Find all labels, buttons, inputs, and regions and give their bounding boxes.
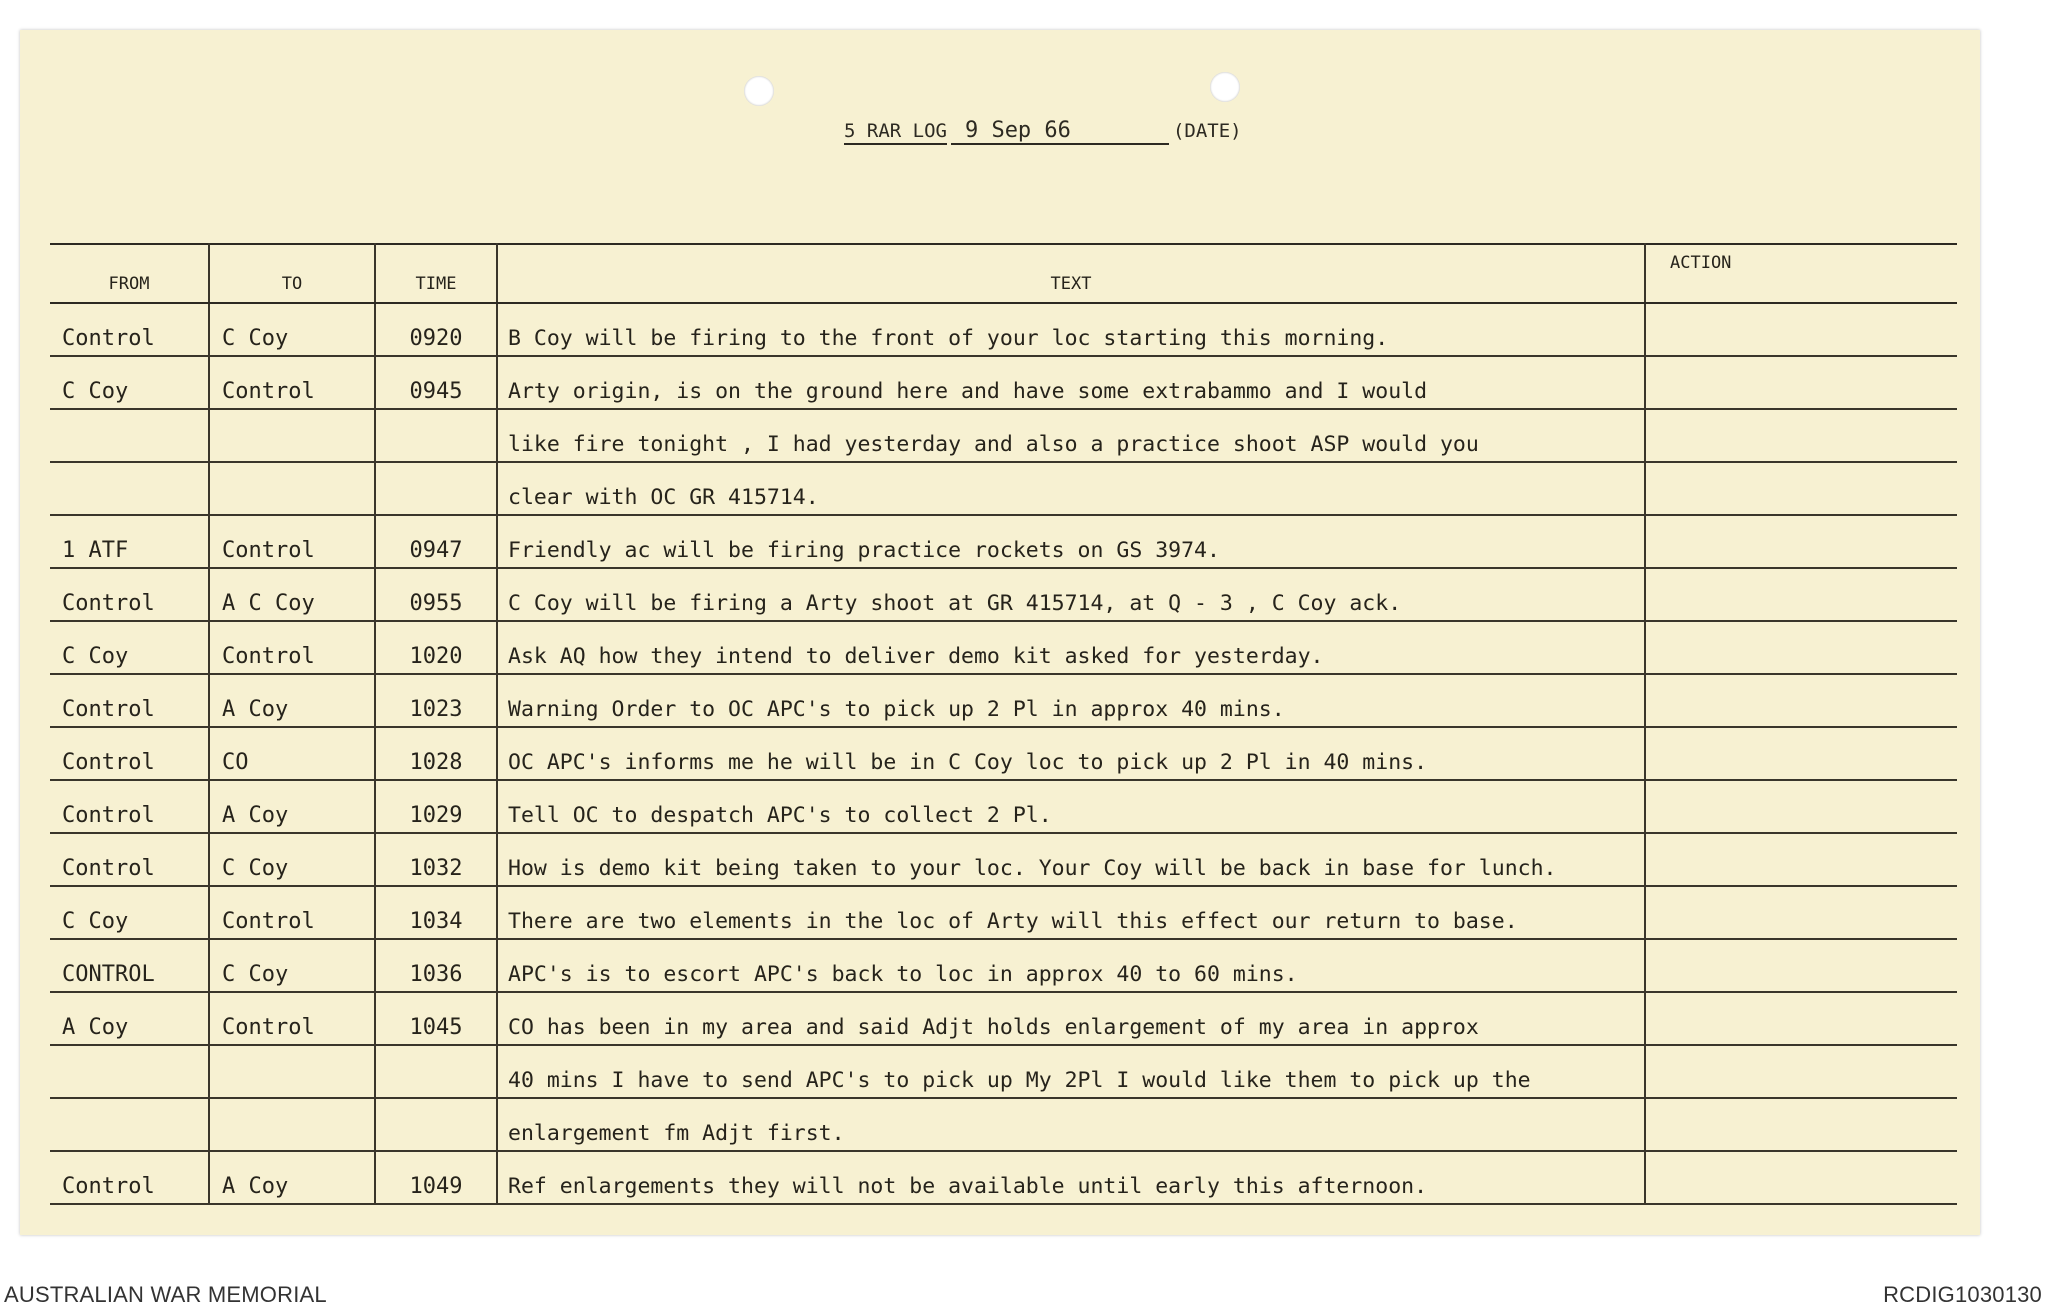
header-row <box>50 244 1957 303</box>
cell-to: Control <box>209 621 375 674</box>
table-row <box>50 621 1957 674</box>
cell-time: 1045 <box>375 992 497 1045</box>
cell-to: C Coy <box>209 303 375 356</box>
table-row <box>50 409 1957 462</box>
cell-time: 1023 <box>375 674 497 727</box>
cell-from: Control <box>50 727 209 780</box>
cell-text: clear with OC GR 415714. <box>497 462 1645 515</box>
cell-text: CO has been in my area and said Adjt holds enlargement of my area in approx <box>497 992 1645 1045</box>
cell-action <box>1645 780 1957 833</box>
cell-time <box>375 462 497 515</box>
cell-time: 0920 <box>375 303 497 356</box>
cell-action <box>1645 462 1957 515</box>
cell-from: C Coy <box>50 356 209 409</box>
log-table <box>50 243 1957 1205</box>
cell-to: A C Coy <box>209 568 375 621</box>
cell-to <box>209 1045 375 1098</box>
cell-to: Control <box>209 992 375 1045</box>
table-row <box>50 992 1957 1045</box>
cell-text: Arty origin, is on the ground here and have some extrabammo and I would <box>497 356 1645 409</box>
cell-time: 1032 <box>375 833 497 886</box>
cell-action <box>1645 568 1957 621</box>
cell-from: C Coy <box>50 621 209 674</box>
cell-text: APC's is to escort APC's back to loc in approx 40 to 60 mins. <box>497 939 1645 992</box>
cell-to <box>209 462 375 515</box>
log-title: 5 RAR LOG <box>844 120 947 145</box>
log-table-header <box>50 244 1957 303</box>
table-row <box>50 833 1957 886</box>
table-row <box>50 515 1957 568</box>
cell-from: CONTROL <box>50 939 209 992</box>
cell-time: 1034 <box>375 886 497 939</box>
cell-from: Control <box>50 303 209 356</box>
table-row <box>50 303 1957 356</box>
cell-from: Control <box>50 833 209 886</box>
table-row <box>50 356 1957 409</box>
cell-action <box>1645 992 1957 1045</box>
log-header <box>844 118 1242 145</box>
cell-action <box>1645 1098 1957 1151</box>
cell-action <box>1645 833 1957 886</box>
cell-from: Control <box>50 1151 209 1204</box>
cell-from: C Coy <box>50 886 209 939</box>
cell-from: Control <box>50 568 209 621</box>
column-header-action: ACTION <box>1645 244 1957 303</box>
cell-from: A Coy <box>50 992 209 1045</box>
cell-text: How is demo kit being taken to your loc. Your Coy will be back in base for lunch. <box>497 833 1645 886</box>
cell-time: 1020 <box>375 621 497 674</box>
cell-action <box>1645 886 1957 939</box>
footer-credit: AUSTRALIAN WAR MEMORIAL <box>4 1282 327 1307</box>
table-row <box>50 780 1957 833</box>
cell-time <box>375 1045 497 1098</box>
cell-text: C Coy will be firing a Arty shoot at GR 415714, at Q - 3 , C Coy ack. <box>497 568 1645 621</box>
cell-from <box>50 1098 209 1151</box>
cell-from: Control <box>50 674 209 727</box>
cell-text: Warning Order to OC APC's to pick up 2 Pl in approx 40 mins. <box>497 674 1645 727</box>
cell-text: Tell OC to despatch APC's to collect 2 Pl. <box>497 780 1645 833</box>
table-row <box>50 1151 1957 1204</box>
table-row <box>50 939 1957 992</box>
cell-from: 1 ATF <box>50 515 209 568</box>
column-header-text: TEXT <box>497 244 1645 303</box>
cell-time: 1028 <box>375 727 497 780</box>
cell-time: 0945 <box>375 356 497 409</box>
log-table-body <box>50 303 1957 1204</box>
column-header-from: FROM <box>50 244 209 303</box>
cell-to: C Coy <box>209 939 375 992</box>
cell-action <box>1645 303 1957 356</box>
column-header-time: TIME <box>375 244 497 303</box>
cell-text: 40 mins I have to send APC's to pick up My 2Pl I would like them to pick up the <box>497 1045 1645 1098</box>
cell-time <box>375 409 497 462</box>
cell-text: Ask AQ how they intend to deliver demo kit asked for yesterday. <box>497 621 1645 674</box>
column-header-to: TO <box>209 244 375 303</box>
cell-to: Control <box>209 886 375 939</box>
cell-to: A Coy <box>209 780 375 833</box>
cell-text: Friendly ac will be firing practice rockets on GS 3974. <box>497 515 1645 568</box>
cell-action <box>1645 674 1957 727</box>
cell-text: enlargement fm Adjt first. <box>497 1098 1645 1151</box>
log-date: 9 Sep 66 <box>951 118 1169 145</box>
cell-time: 1036 <box>375 939 497 992</box>
cell-to: A Coy <box>209 1151 375 1204</box>
table-row <box>50 886 1957 939</box>
cell-action <box>1645 1045 1957 1098</box>
cell-time <box>375 1098 497 1151</box>
punch-hole-right <box>1210 72 1240 102</box>
cell-action <box>1645 727 1957 780</box>
cell-from: Control <box>50 780 209 833</box>
cell-text: B Coy will be firing to the front of your loc starting this morning. <box>497 303 1645 356</box>
cell-time: 1049 <box>375 1151 497 1204</box>
punch-hole-left <box>744 76 774 106</box>
cell-to: Control <box>209 356 375 409</box>
cell-text: Ref enlargements they will not be available until early this afternoon. <box>497 1151 1645 1204</box>
cell-to: C Coy <box>209 833 375 886</box>
cell-time: 0947 <box>375 515 497 568</box>
cell-action <box>1645 409 1957 462</box>
cell-action <box>1645 939 1957 992</box>
cell-to <box>209 409 375 462</box>
cell-to <box>209 1098 375 1151</box>
cell-action <box>1645 356 1957 409</box>
cell-action <box>1645 515 1957 568</box>
cell-from <box>50 462 209 515</box>
cell-from <box>50 1045 209 1098</box>
cell-from <box>50 409 209 462</box>
table-row <box>50 568 1957 621</box>
cell-action <box>1645 621 1957 674</box>
cell-to: Control <box>209 515 375 568</box>
cell-to: CO <box>209 727 375 780</box>
cell-text: There are two elements in the loc of Arty will this effect our return to base. <box>497 886 1645 939</box>
footer-id: RCDIG1030130 <box>1883 1282 2042 1307</box>
cell-to: A Coy <box>209 674 375 727</box>
cell-time: 1029 <box>375 780 497 833</box>
table-row <box>50 674 1957 727</box>
cell-action <box>1645 1151 1957 1204</box>
table-row <box>50 1098 1957 1151</box>
cell-text: like fire tonight , I had yesterday and also a practice shoot ASP would you <box>497 409 1645 462</box>
cell-text: OC APC's informs me he will be in C Coy loc to pick up 2 Pl in 40 mins. <box>497 727 1645 780</box>
cell-time: 0955 <box>375 568 497 621</box>
table-row <box>50 727 1957 780</box>
table-row <box>50 1045 1957 1098</box>
table-row <box>50 462 1957 515</box>
date-label: (DATE) <box>1172 120 1242 142</box>
